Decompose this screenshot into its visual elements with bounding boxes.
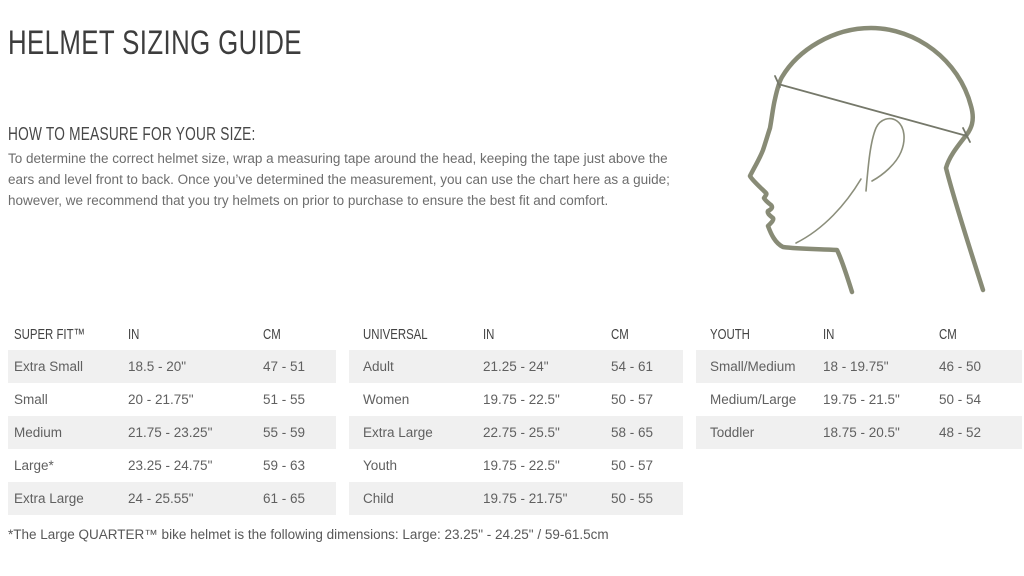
paragraph-line: To determine the correct helmet size, wrap a measuring tape around the head, keeping the tape just above the bbox=[8, 151, 668, 166]
size-label-cell: Medium/Large bbox=[710, 392, 797, 407]
inches-value-cell: 24 - 25.55" bbox=[128, 491, 194, 506]
table-row bbox=[8, 449, 336, 482]
centimeters-value-cell: 48 - 52 bbox=[939, 425, 982, 440]
jaw-line bbox=[796, 179, 861, 243]
ear-line bbox=[866, 119, 904, 191]
head-outline bbox=[750, 28, 983, 292]
inches-value-cell: 19.75 - 22.5" bbox=[483, 392, 560, 407]
column-header-in-text: IN bbox=[483, 325, 495, 343]
centimeters-value-cell: 50 - 57 bbox=[611, 458, 654, 473]
measuring-tape-line bbox=[778, 84, 967, 136]
inches-value-cell: 18.5 - 20" bbox=[128, 359, 187, 374]
page-title-text: HELMET SIZING GUIDE bbox=[8, 24, 302, 62]
page-title bbox=[8, 24, 395, 63]
universal-table bbox=[349, 318, 683, 515]
size-label-cell: Youth bbox=[363, 458, 398, 473]
column-header-cm-text: CM bbox=[939, 325, 957, 343]
size-label-cell: Extra Large bbox=[363, 425, 433, 440]
centimeters-value-cell: 50 - 54 bbox=[939, 392, 982, 407]
super-fit-table bbox=[8, 318, 336, 515]
column-header-in bbox=[128, 326, 263, 343]
size-label-cell: Extra Large bbox=[14, 491, 84, 506]
inches-value-cell: 21.25 - 24" bbox=[483, 359, 549, 374]
table-header-row bbox=[696, 318, 1022, 350]
column-header-cm bbox=[611, 326, 683, 343]
column-header-cm-text: CM bbox=[611, 325, 629, 343]
centimeters-value-cell: 55 - 59 bbox=[263, 425, 306, 440]
how-to-measure-heading-text: HOW TO MEASURE FOR YOUR SIZE: bbox=[8, 124, 256, 144]
column-header-in bbox=[823, 326, 939, 343]
column-header-in-text: IN bbox=[128, 325, 140, 343]
column-header-cm bbox=[939, 326, 1022, 343]
centimeters-value-cell: 61 - 65 bbox=[263, 491, 306, 506]
centimeters-value-cell: 51 - 55 bbox=[263, 392, 306, 407]
paragraph-line: however, we recommend that you try helmets on prior to purchase to ensure the best fit and comfort. bbox=[8, 193, 609, 208]
size-label-cell: Toddler bbox=[710, 425, 755, 440]
column-header-cm-text: CM bbox=[263, 325, 281, 343]
inches-value-cell: 19.75 - 22.5" bbox=[483, 458, 560, 473]
inches-value-cell: 21.75 - 23.25" bbox=[128, 425, 213, 440]
table-row bbox=[696, 350, 1022, 383]
column-header-in-text: IN bbox=[823, 325, 835, 343]
size-label-cell: Small bbox=[14, 392, 48, 407]
centimeters-value-cell: 46 - 50 bbox=[939, 359, 982, 374]
inches-value-cell: 19.75 - 21.5" bbox=[823, 392, 900, 407]
size-label-cell: Small/Medium bbox=[710, 359, 796, 374]
centimeters-value-cell: 54 - 61 bbox=[611, 359, 654, 374]
table-row bbox=[696, 383, 1022, 416]
table-row bbox=[349, 383, 683, 416]
table-row bbox=[8, 482, 336, 515]
table-row bbox=[349, 416, 683, 449]
table-row bbox=[349, 350, 683, 383]
inches-value-cell: 22.75 - 25.5" bbox=[483, 425, 560, 440]
how-to-measure-paragraph bbox=[8, 148, 708, 211]
table-row bbox=[349, 482, 683, 515]
table-row bbox=[8, 416, 336, 449]
footnote: *The Large QUARTER™ bike helmet is the following dimensions: Large: 23.25" - 24.25" / 59-61.5cm bbox=[8, 527, 609, 542]
size-label-cell: Women bbox=[363, 392, 410, 407]
table-row bbox=[349, 449, 683, 482]
how-to-measure-heading bbox=[8, 124, 334, 145]
table-title bbox=[349, 326, 483, 343]
inches-value-cell: 20 - 21.75" bbox=[128, 392, 194, 407]
inches-value-cell: 19.75 - 21.75" bbox=[483, 491, 568, 506]
size-label-cell: Medium bbox=[14, 425, 63, 440]
table-header-row bbox=[8, 318, 336, 350]
head-profile-illustration bbox=[730, 0, 1024, 300]
centimeters-value-cell: 58 - 65 bbox=[611, 425, 654, 440]
table-row bbox=[8, 350, 336, 383]
size-label-cell: Large* bbox=[14, 458, 54, 473]
inches-value-cell: 18.75 - 20.5" bbox=[823, 425, 900, 440]
centimeters-value-cell: 47 - 51 bbox=[263, 359, 306, 374]
column-header-in bbox=[483, 326, 611, 343]
table-title bbox=[8, 326, 128, 343]
inches-value-cell: 23.25 - 24.75" bbox=[128, 458, 213, 473]
centimeters-value-cell: 50 - 55 bbox=[611, 491, 654, 506]
size-label-cell: Child bbox=[363, 491, 394, 506]
paragraph-line: ears and level front to back. Once you’ve determined the measurement, you can use the chart here as a guide; bbox=[8, 172, 670, 187]
table-title-text: SUPER FIT™ bbox=[14, 325, 85, 343]
centimeters-value-cell: 50 - 57 bbox=[611, 392, 654, 407]
table-title-text: UNIVERSAL bbox=[363, 325, 428, 343]
size-label-cell: Extra Small bbox=[14, 359, 84, 374]
table-row bbox=[696, 416, 1022, 449]
youth-table bbox=[696, 318, 1022, 449]
table-row bbox=[8, 383, 336, 416]
table-header-row bbox=[349, 318, 683, 350]
table-title bbox=[696, 326, 823, 343]
inches-value-cell: 18 - 19.75" bbox=[823, 359, 889, 374]
centimeters-value-cell: 59 - 63 bbox=[263, 458, 306, 473]
table-title-text: YOUTH bbox=[710, 325, 750, 343]
column-header-cm bbox=[263, 326, 336, 343]
size-label-cell: Adult bbox=[363, 359, 394, 374]
